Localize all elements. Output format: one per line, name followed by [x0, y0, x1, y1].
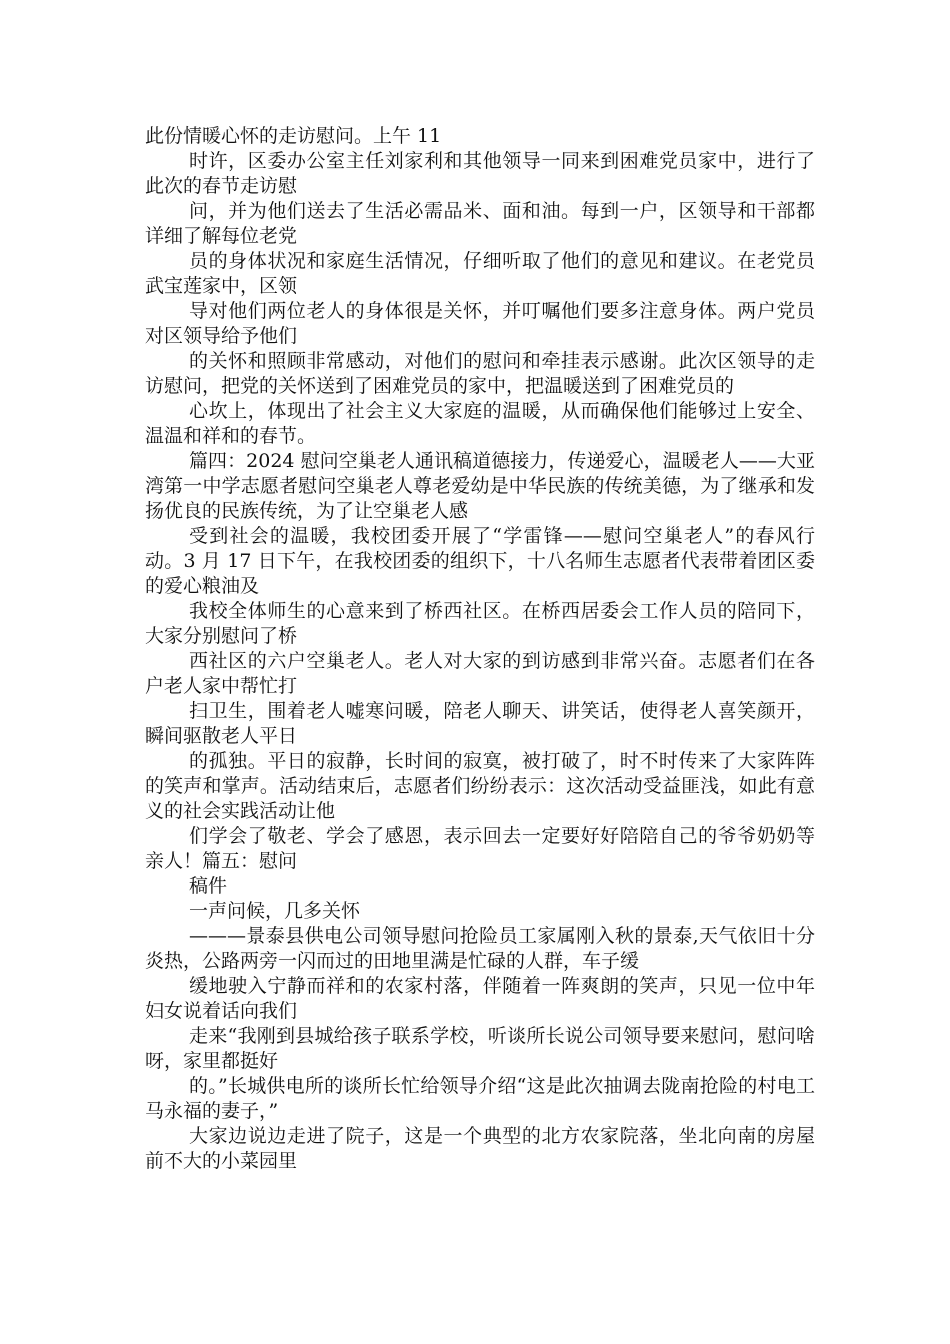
paragraph: 的。”长城供电所的谈所长忙给领导介绍“这是此次抽调去陇南抢险的村电工马永福的妻子，” — [145, 1075, 815, 1122]
paragraph: 时许，区委办公室主任刘家利和其他领导一同来到困难党员家中，进行了此次的春节走访慰 — [145, 150, 815, 197]
paragraph: 的孤独。平日的寂静，长时间的寂寞，被打破了，时不时传来了大家阵阵的笑声和掌声。活动结束后，志愿者们纷纷表示：这次活动受益匪浅，如此有意义的社会实践活动让他 — [145, 750, 815, 822]
paragraph: 大家边说边走进了院子，这是一个典型的北方农家院落，坐北向南的房屋前不大的小菜园里 — [145, 1125, 815, 1172]
paragraph: 受到社会的温暖，我校团委开展了“学雷锋——慰问空巢老人”的春风行动。3 月 17 日下午，在我校团委的组织下，十八名师生志愿者代表带着团区委的爱心粮油及 — [145, 525, 815, 597]
article-title: 一声问候，几多关怀 — [189, 900, 361, 922]
paragraph: 走来“我刚到县城给孩子联系学校，听谈所长说公司领导要来慰问，慰问啥呀，家里都挺好 — [145, 1025, 815, 1072]
section-heading-paragraph: 篇四：2024 慰问空巢老人通讯稿道德接力，传递爱心，温暖老人——大亚湾第一中学志愿者慰问空巢老人尊老爱幼是中华民族的传统美德，为了继承和发扬优良的民族传统，为了让空巢老人感 — [145, 450, 815, 522]
paragraph: 此份情暖心怀的走访慰问。上午 11 — [145, 125, 442, 147]
paragraph: 们学会了敬老、学会了感恩，表示回去一定要好好陪陪自己的爷爷奶奶等亲人！篇五：慰问 — [145, 825, 815, 872]
paragraph: 西社区的六户空巢老人。老人对大家的到访感到非常兴奋。志愿者们在各户老人家中帮忙打 — [145, 650, 815, 697]
paragraph: 的关怀和照顾非常感动，对他们的慰问和牵挂表示感谢。此次区领导的走访慰问，把党的关怀送到了困难党员的家中，把温暖送到了困难党员的 — [145, 350, 815, 397]
paragraph: 我校全体师生的心意来到了桥西社区。在桥西居委会工作人员的陪同下，大家分别慰问了桥 — [145, 600, 815, 647]
paragraph: 缓地驶入宁静而祥和的农家村落，伴随着一阵爽朗的笑声，只见一位中年妇女说着话向我们 — [145, 975, 815, 1022]
paragraph: 问，并为他们送去了生活必需品米、面和油。每到一户，区领导和干部都详细了解每位老党 — [145, 200, 815, 247]
paragraph: 扫卫生，围着老人嘘寒问暖，陪老人聊天、讲笑话，使得老人喜笑颜开，瞬间驱散老人平日 — [145, 700, 815, 747]
document-body — [145, 124, 815, 1174]
paragraph: 导对他们两位老人的身体很是关怀，并叮嘱他们要多注意身体。两户党员对区领导给予他们 — [145, 300, 815, 347]
paragraph: 稿件 — [189, 875, 228, 897]
paragraph: 心坎上，体现出了社会主义大家庭的温暖，从而确保他们能够过上安全、温温和祥和的春节。 — [145, 400, 815, 447]
paragraph: 员的身体状况和家庭生活情况，仔细听取了他们的意见和建议。在老党员武宝莲家中，区领 — [145, 250, 815, 297]
paragraph: ———景泰县供电公司领导慰问抢险员工家属刚入秋的景泰,天气依旧十分炎热，公路两旁一闪而过的田地里满是忙碌的人群，车子缓 — [145, 925, 815, 972]
